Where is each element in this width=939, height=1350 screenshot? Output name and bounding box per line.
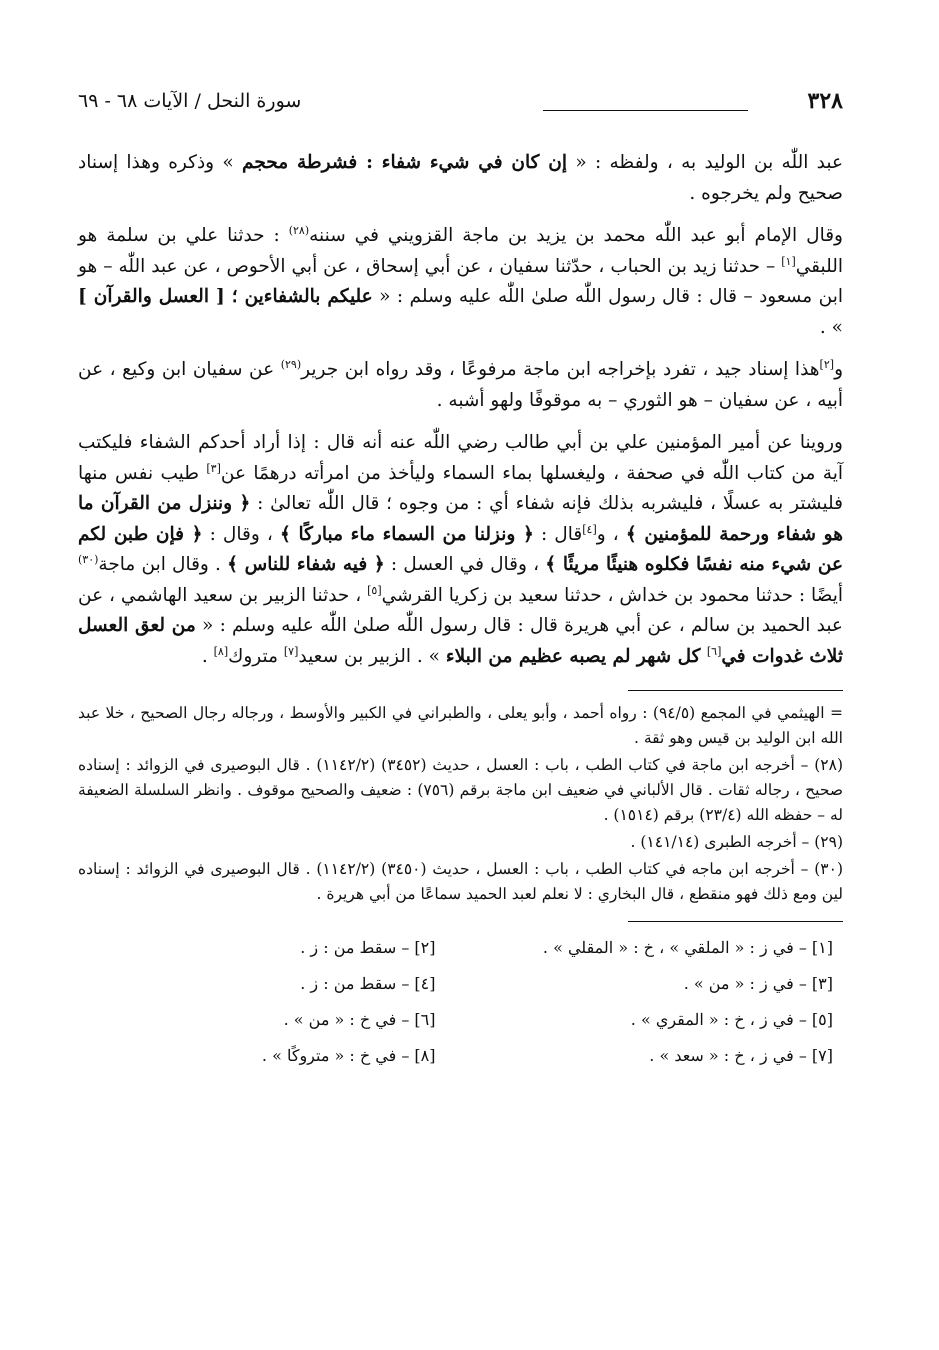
main-text [78, 148, 843, 672]
note-ref: [٨] [213, 644, 229, 658]
hadith-text: كل شهر لم يصبه عظيم من البلاء [445, 645, 707, 667]
page-number: ٣٢٨ [807, 88, 843, 114]
footnotes [78, 701, 843, 907]
note-item: [٣] – في ز : « من » . [683, 974, 833, 993]
footnote-ref: (٢٨) [288, 223, 310, 237]
note-ref: [٥] [367, 583, 382, 597]
note-item: [٢] – سقط من : ز . [300, 938, 436, 957]
quran-verse: ﴿ فإن طبن لكم عن شيء منه نفسًا فكلوه هنيئًا مريئًا ﴾ [78, 523, 844, 575]
hadith-text: عليكم بالشفاءين ؛ [ العسل والقرآن ] [78, 286, 373, 307]
quran-verse: ﴿ فيه شفاء للناس ﴾ [227, 554, 385, 575]
note-item: [٧] – في ز ، خ : « سعد » . [649, 1046, 833, 1065]
note-item: [٥] – في ز ، خ : « المقري » . [630, 1010, 833, 1029]
footnote-ref: (٢٩) [280, 357, 302, 371]
footnote: (٢٩) – أخرجه الطبرى (١٤١/١٤) . [630, 833, 843, 851]
footnote-separator [628, 690, 843, 691]
note-ref: [٣] [206, 461, 221, 475]
page-header [78, 88, 843, 122]
footnote: (٣٠) – أخرجه ابن ماجه في كتاب الطب ، باب : العسل ، حديث (٣٤٥٠) (١١٤٢/٢) . قال البوصيرى في الزوائد : إسناده لين ومع ذلك فهو منقطع ، قال البخاري : لا نعلم لعبد الحميد سماعًا من أبي هريرة . [78, 860, 843, 903]
footnote: = الهيثمي في المجمع (٩٤/٥) : رواه أحمد ، وأبو يعلى ، والطبراني في الكبير والأوسط ، ورجاله رجال الصحيح ، خلا عبد الله ابن الوليد بن قيس وهو ثقة . [78, 704, 843, 747]
note-ref: [٦] [706, 644, 722, 658]
note-ref: [٢] [819, 357, 835, 371]
footnote-ref: (٣٠) [78, 552, 99, 566]
hadith-text: من لعق العسل ثلاث غدوات في [78, 615, 843, 667]
paragraph-3: و[٢]هذا إسناد جيد ، تفرد بإخراجه ابن ماجة مرفوعًا ، وقد رواه ابن جرير$^{(٢٩)}$ عن سفيان ابن وكيع ، عن أبيه ، عن سفيان – هو الثوري – به موقوفًا ولهو أشبه . [78, 357, 843, 411]
hadith-text: إن كان في شيء شفاء : فشرطة محجم [242, 152, 568, 173]
note-ref: [٧] [283, 644, 299, 658]
header-rule [543, 110, 748, 111]
quran-verse: ﴿ وننزل من القرآن ما هو شفاء ورحمة للمؤمنين ﴾ [78, 493, 843, 545]
note-item: [١] – في ز : « الملقي » ، خ : « المقلي » . [542, 938, 833, 957]
book-page [78, 88, 843, 1072]
footnote: (٢٨) – أخرجه ابن ماجة في كتاب الطب ، باب : العسل ، حديث (٣٤٥٢) (١١٤٢/٢) . قال البوصيرى في الزوائد : إسناده صحيح ، رجاله ثقات . قال الألباني في ضعيف ابن ماجة برقم (٧٥٦) : ضعيف والصحيح موقوف . وانظر السلسلة الضعيفة له – حفظه الله (٢٣/٤) برقم (١٥١٤) . [78, 756, 843, 824]
notes-separator [628, 921, 843, 922]
running-title: سورة النحل / الآيات ٦٨ - ٦٩ [78, 90, 302, 112]
note-ref: [١] [781, 254, 796, 268]
manuscript-notes [78, 932, 843, 1072]
paragraph-2: وقال الإمام أبو عبد اللّٰه محمد بن يزيد بن ماجة القزويني في سننه$^{(٢٨)}$ : حدثنا علي بن سلمة هو اللبقي[١] – حدثنا زيد بن الحباب ، حدّثنا سفيان ، عن أبي إسحاق ، عن أبي الأحوص ، عن عبد اللّٰه – هو ابن مسعود – قال : قال رسول اللّٰه صلىٰ اللّٰه عليه وسلم : « عليكم بالشفاءين ؛ [ العسل والقرآن ] » . [78, 223, 844, 338]
note-item: [٨] – في خ : « متروكًا » . [261, 1046, 436, 1065]
quran-verse: ﴿ ونزلنا من السماء ماء مباركًا ﴾ [279, 523, 534, 545]
note-item: [٦] – في خ : « من » . [283, 1010, 436, 1029]
paragraph-4: وروينا عن أمير المؤمنين علي بن أبي طالب رضي اللّٰه عنه أنه قال : إذا أراد أحدكم الشفاء فليكتب آية من كتاب اللّٰه في صحفة ، وليغسلها بماء السماء وليأخذ من امرأته درهمًا عن[٣] طيب نفس منها فليشتر به عسلًا ، فليشربه بذلك فإنه شفاء أي : من وجوه ؛ قال اللّٰه تعالىٰ : ﴿ وننزل من القرآن ما هو شفاء ورحمة للمؤمنين ﴾ ، و[٤]قال : ﴿ ونزلنا من السماء ماء مباركًا ﴾ ، وقال : ﴿ فإن طبن لكم عن شيء منه نفسًا فكلوه هنيئًا مريئًا ﴾ ، وقال في العسل : ﴿ فيه شفاء للناس ﴾ . وقال ابن ماجة$^{(٣٠)}$ أيضًا : حدثنا محمود بن خداش ، حدثنا سعيد بن زكريا القرشي[٥] ، حدثنا الزبير بن سعيد الهاشمي ، عن عبد الحميد بن سالم ، عن أبي هريرة قال : قال رسول اللّٰه صلىٰ اللّٰه عليه وسلم : « من لعق العسل ثلاث غدوات في[٦] كل شهر لم يصبه عظيم من البلاء » . الزبير بن سعيد[٧] متروك[٨] . [78, 432, 844, 667]
paragraph-1: عبد اللّٰه بن الوليد به ، ولفظه : « إن كان في شيء شفاء : فشرطة محجم » وذكره وهذا إسناد صحيح ولم يخرجوه . [78, 152, 844, 204]
note-ref: [٤] [582, 522, 597, 536]
note-item: [٤] – سقط من : ز . [300, 974, 436, 993]
